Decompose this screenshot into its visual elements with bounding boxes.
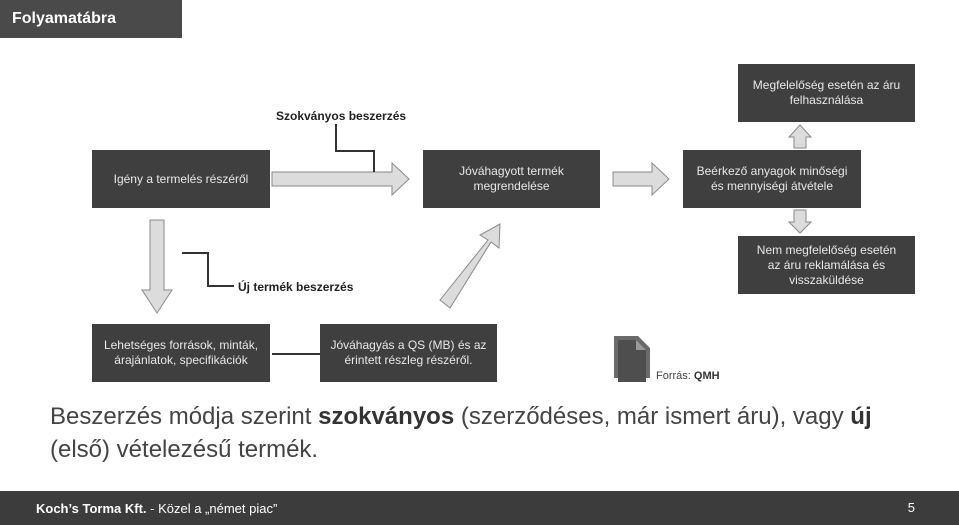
summary-bold-new: új [850,403,872,430]
arrow-up [789,125,811,148]
summary-part-3: (első) vételezésű termék. [50,436,319,463]
summary-part-1: Beszerzés módja szerint [50,403,319,430]
demand-box: Igény a termelés részéről [92,150,270,208]
source-prefix: Forrás: [656,370,694,382]
arrow-right-2 [613,163,669,195]
new-product-label: Új termék beszerzés [238,280,354,294]
summary-text [50,400,930,466]
arrow-down [789,210,811,233]
standard-procurement-label: Szokványos beszerzés [276,109,407,123]
company-tagline: - Közel a „német piac” [146,501,278,516]
arrow-diagonal [440,224,500,308]
footer-company [36,501,277,516]
incoming-check-box: Beérkező anyagok minőségi és mennyiségi átvétele [683,150,861,208]
summary-bold-standard: szokványos [318,403,455,430]
document-icon [614,336,650,382]
footer-bar [0,491,959,525]
sources-box: Lehetséges források, minták, árajánlatok, specifikációk [92,324,270,382]
source-note [656,370,720,382]
arrow-down-large [142,220,172,313]
approved-order-box: Jóváhagyott termék megrendelése [423,150,600,208]
nonconform-return-box: Nem megfelelőség esetén az áru reklamálása és visszaküldése [738,236,915,294]
conform-use-box: Megfelelőség esetén az áru felhasználása [738,64,915,122]
standard-connector [336,124,374,172]
new-connector [182,253,234,286]
company-name: Koch’s Torma Kft. [36,501,147,516]
arrow-right-1 [272,163,409,195]
page-title: Folyamatábra [0,0,182,38]
page-number: 5 [907,500,915,515]
summary-part-2: (szerződéses, már ismert áru), vagy [454,403,851,430]
approval-qs-box: Jóváhagyás a QS (MB) és az érintett részleg részéről. [320,324,497,382]
source-name: QMH [693,370,720,382]
